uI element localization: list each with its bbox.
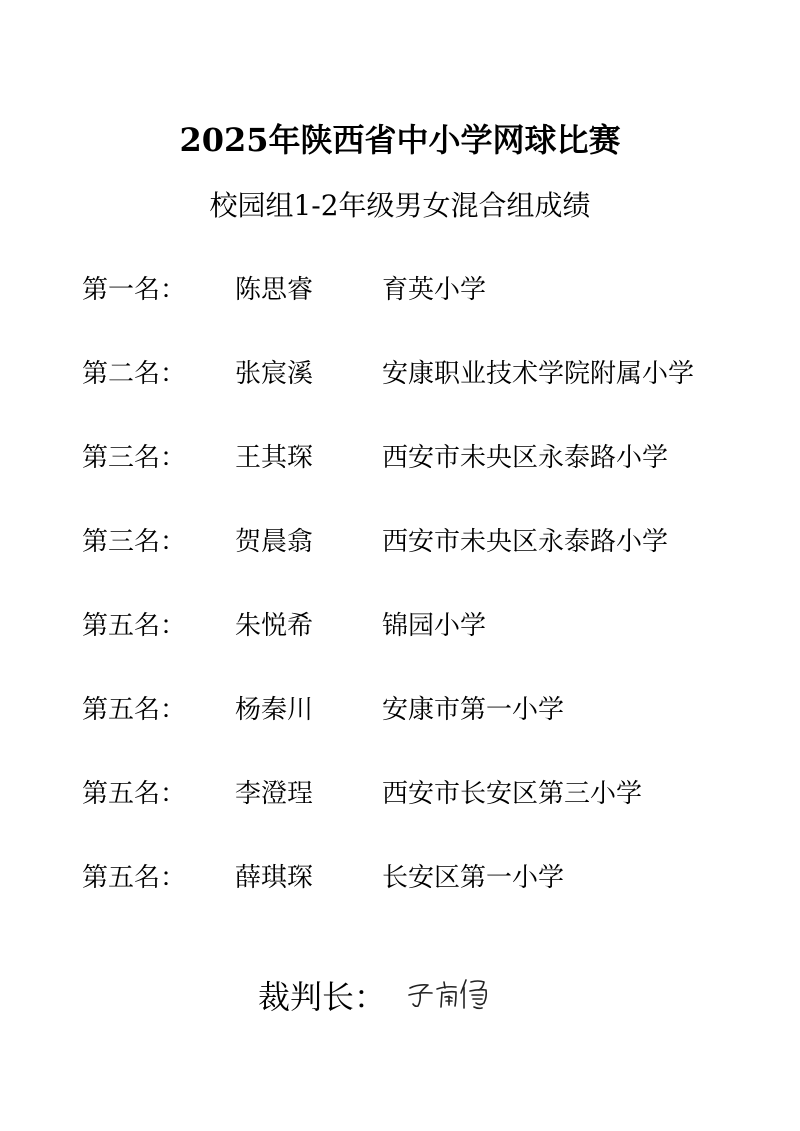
result-name: 李澄珵 <box>235 779 314 809</box>
result-rank: 第三名： <box>82 443 187 473</box>
result-row <box>0 354 800 394</box>
result-name: 张宸溪 <box>235 359 314 389</box>
result-rank: 第五名： <box>82 863 187 893</box>
result-name: 王其琛 <box>235 443 314 473</box>
result-school: 安康市第一小学 <box>382 695 565 725</box>
referee-label: 裁判长： <box>258 978 387 1016</box>
handwritten-signature <box>406 974 498 1014</box>
result-school: 西安市长安区第三小学 <box>382 779 643 809</box>
result-school: 安康职业技术学院附属小学 <box>382 359 695 389</box>
result-name: 杨秦川 <box>235 695 314 725</box>
result-school: 育英小学 <box>382 275 487 305</box>
result-row <box>0 774 800 814</box>
result-school: 西安市未央区永泰路小学 <box>382 443 669 473</box>
result-name: 贺晨翕 <box>235 527 314 557</box>
document-title: 2025年陕西省中小学网球比赛 <box>179 121 621 159</box>
result-school: 长安区第一小学 <box>382 863 565 893</box>
document-subtitle: 校园组1-2年级男女混合组成绩 <box>209 189 591 222</box>
result-row <box>0 438 800 478</box>
result-row <box>0 270 800 310</box>
result-row <box>0 690 800 730</box>
result-rank: 第五名： <box>82 779 187 809</box>
result-school: 锦园小学 <box>382 611 487 641</box>
result-rank: 第五名： <box>82 695 187 725</box>
result-rank: 第三名： <box>82 527 187 557</box>
result-row <box>0 522 800 562</box>
result-rank: 第一名： <box>82 275 187 305</box>
result-name: 朱悦希 <box>235 611 314 641</box>
result-rank: 第二名： <box>82 359 187 389</box>
result-name: 薛琪琛 <box>235 863 314 893</box>
result-row <box>0 606 800 646</box>
result-school: 西安市未央区永泰路小学 <box>382 527 669 557</box>
result-name: 陈思睿 <box>235 275 314 305</box>
result-rank: 第五名： <box>82 611 187 641</box>
result-row <box>0 858 800 898</box>
